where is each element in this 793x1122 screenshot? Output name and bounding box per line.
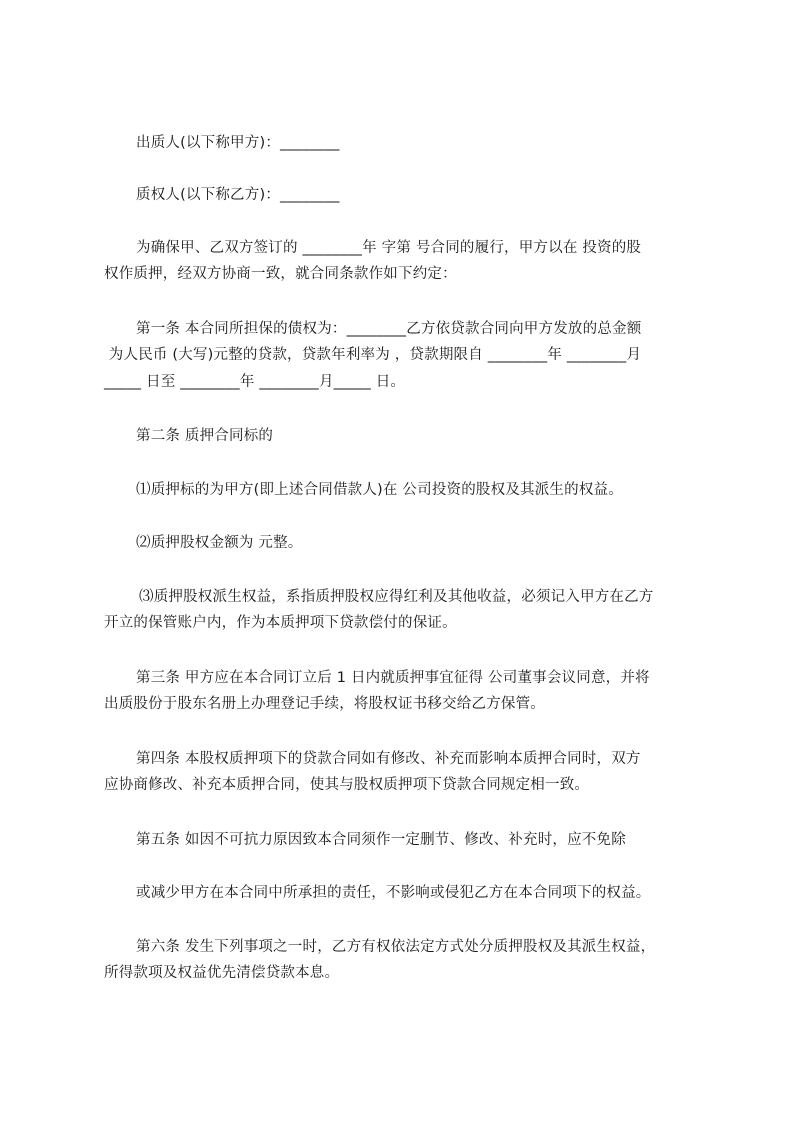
pledgee-line: 质权人(以下称乙方)：________ [136,187,340,203]
article2-item-2: ⑵质押股权金额为 元整。 [136,535,303,551]
article1-line-2: 为人民币 (大写)元整的贷款，贷款年利率为 ，贷款期限自 ________年 ________月 [104,347,642,363]
article2-item-3-line-2: 开立的保管账户内，作为本质押项下贷款偿付的保证。 [104,615,457,631]
article2-title: 第二条 质押合同标的 [136,428,274,444]
article5-line-2: 或减少甲方在本合同中所承担的责任，不影响或侵犯乙方在本合同项下的权益。 [136,885,651,901]
article1-line-3: _____ 日至 ________年 ________月_____ 日。 [104,374,406,390]
article1-line-1: 第一条 本合同所担保的债权为：________乙方依贷款合同向甲方发放的总金额 [136,321,642,337]
preamble-line-2: 权作质押，经双方协商一致，就合同条款作如下约定： [104,266,457,282]
article2-item-1: ⑴质押标的为甲方(即上述合同借款人)在 公司投资的股权及其派生的权益。 [136,482,623,498]
preamble-line-1: 为确保甲、乙双方签订的 ________年 字第 号合同的履行，甲方以在 投资的股 [136,240,642,256]
article2-item-3-line-1: ⑶质押股权派生权益，系指质押股权应得红利及其他收益，必须记入甲方在乙方 [139,589,654,605]
article3-line-2: 出质股份于股东名册上办理登记手续，将股权证书移交给乙方保管。 [104,696,545,712]
article4-line-2: 应协商修改、补充本质押合同，使其与股权质押项下贷款合同规定相一致。 [104,777,590,793]
article4-line-1: 第四条 本股权质押项下的贷款合同如有修改、补充而影响本质押合同时，双方 [136,751,641,767]
article3-line-1: 第三条 甲方应在本合同订立后 1 日内就质押事宜征得 公司董事会议同意，并将 [136,670,650,686]
pledgor-line: 出质人(以下称甲方)：________ [136,135,340,151]
article6-line-1: 第六条 发生下列事项之一时，乙方有权依法定方式处分质押股权及其派生权益， [136,939,656,955]
article6-line-2: 所得款项及权益优先清偿贷款本息。 [104,965,340,981]
article5-line-1: 第五条 如因不可抗力原因致本合同须作一定删节、修改、补充时，应不免除 [136,832,626,848]
